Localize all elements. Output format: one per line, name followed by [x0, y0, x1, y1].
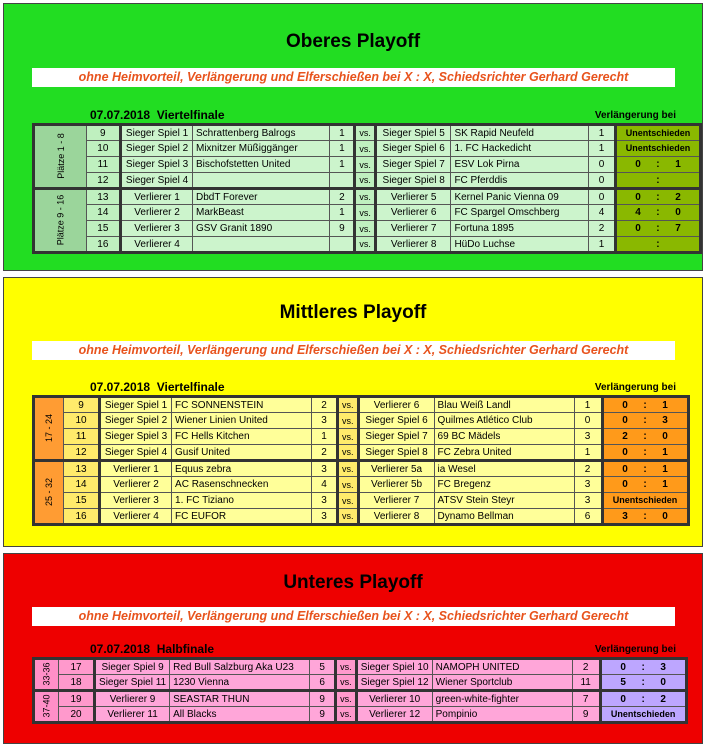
score-home: 1: [330, 157, 355, 173]
result-home: 0: [620, 693, 626, 705]
vs-label: vs.: [355, 157, 376, 173]
score-home: 1: [312, 429, 338, 445]
vs-label: vs.: [336, 675, 357, 691]
team-away: FC Pferddis: [451, 173, 589, 189]
score-home: 1: [330, 125, 355, 141]
round-date: 07.07.2018: [90, 642, 151, 656]
result-away: 0: [662, 431, 668, 442]
round-header: [90, 380, 225, 394]
match-row: [34, 141, 701, 157]
score-home: 2: [330, 189, 355, 205]
round-name: Viertelfinale: [156, 108, 225, 122]
result-sep: :: [643, 446, 647, 458]
extra-time-result: [600, 675, 686, 691]
extra-time-result: [602, 397, 688, 413]
group-text: Plätze 1 - 8: [55, 133, 66, 179]
score-away: 1: [589, 125, 616, 141]
placement-group-label: [34, 691, 59, 723]
left-slot: Sieger Spiel 1: [100, 397, 172, 413]
result-sep: :: [656, 191, 660, 203]
vs-label: vs.: [338, 461, 359, 477]
result-away: 2: [660, 693, 666, 705]
left-slot: Sieger Spiel 4: [100, 445, 172, 461]
score-away: 11: [572, 675, 600, 691]
team-home: Mixnitzer Müßiggänger: [192, 141, 329, 157]
match-table: [32, 395, 690, 526]
team-away: SK Rapid Neufeld: [451, 125, 589, 141]
result-sep: :: [641, 661, 645, 673]
score-home: 9: [330, 221, 355, 237]
round-name: Halbfinale: [156, 642, 215, 656]
match-row: [34, 675, 687, 691]
score-away: 7: [572, 691, 600, 707]
team-away: Quilmes Atlético Club: [434, 413, 574, 429]
vs-label: vs.: [355, 237, 376, 253]
left-slot: Sieger Spiel 11: [95, 675, 170, 691]
match-row: [34, 397, 689, 413]
team-home: All Blacks: [170, 707, 310, 723]
score-away: 1: [574, 445, 602, 461]
section-subtitle: ohne Heimvorteil, Verlängerung und Elferschießen bei X : X, Schiedsrichter Gerhard Gerecht: [32, 341, 675, 360]
right-slot: Sieger Spiel 8: [375, 173, 451, 189]
right-slot: Verlierer 7: [375, 221, 451, 237]
result-home: 0: [622, 399, 628, 411]
placement-group-label: [34, 397, 64, 461]
match-row: [34, 237, 701, 253]
vs-label: vs.: [338, 477, 359, 493]
score-home: 1: [330, 141, 355, 157]
result-home: 0: [635, 191, 641, 203]
right-slot: Sieger Spiel 5: [375, 125, 451, 141]
section-title: Mittleres Playoff: [279, 302, 427, 323]
match-number: 16: [86, 237, 121, 253]
group-text: 25 - 32: [44, 477, 55, 507]
match-number: 19: [59, 691, 95, 707]
left-slot: Verlierer 4: [121, 237, 193, 253]
score-away: 4: [589, 205, 616, 221]
result-home: 5: [620, 676, 626, 688]
group-text: Plätze 9 - 16: [55, 194, 66, 246]
extra-time-result: [615, 157, 700, 173]
match-number: 13: [86, 189, 121, 205]
score-away: 9: [572, 707, 600, 723]
placement-group-label: [34, 125, 87, 189]
round-date: 07.07.2018: [90, 380, 151, 394]
score-home: 1: [330, 205, 355, 221]
match-row: [34, 493, 689, 509]
vs-label: vs.: [355, 141, 376, 157]
vs-label: vs.: [336, 707, 357, 723]
match-row: [34, 707, 687, 723]
match-number: 17: [59, 659, 95, 675]
vs-label: vs.: [355, 205, 376, 221]
team-home: AC Rasenschnecken: [172, 477, 312, 493]
team-home: 1. FC Tiziano: [172, 493, 312, 509]
draw-label: Unentschieden: [612, 495, 678, 505]
match-number: 10: [86, 141, 121, 157]
match-number: 13: [64, 461, 100, 477]
right-slot: Verlierer 7: [358, 493, 434, 509]
extra-time-result: [602, 509, 688, 525]
match-row: [34, 429, 689, 445]
score-away: 2: [574, 461, 602, 477]
result-home: 3: [622, 510, 628, 522]
score-away: 2: [589, 221, 616, 237]
team-home: Bischofstetten United: [192, 157, 329, 173]
extra-time-result: [602, 493, 688, 509]
score-home: 4: [312, 477, 338, 493]
vs-label: vs.: [355, 221, 376, 237]
vs-label: vs.: [336, 691, 357, 707]
result-home: 0: [622, 479, 628, 490]
result-away: 1: [675, 159, 681, 170]
group-text: 17 - 24: [44, 413, 55, 443]
right-slot: Sieger Spiel 7: [375, 157, 451, 173]
left-slot: Sieger Spiel 4: [121, 173, 193, 189]
right-slot: Sieger Spiel 8: [358, 445, 434, 461]
extra-time-result: [602, 477, 688, 493]
result-away: 7: [675, 223, 681, 234]
right-slot: Verlierer 6: [375, 205, 451, 221]
match-row: [34, 189, 701, 205]
team-home: [192, 173, 329, 189]
team-home: 1230 Vienna: [170, 675, 310, 691]
round-header: [90, 642, 214, 656]
left-slot: Verlierer 11: [95, 707, 170, 723]
team-home: FC EUFOR: [172, 509, 312, 525]
placement-group-label: [34, 461, 64, 525]
match-row: [34, 205, 701, 221]
result-sep: :: [656, 207, 660, 218]
match-row: [34, 157, 701, 173]
team-away: FC Spargel Omschberg: [451, 205, 589, 221]
score-home: 3: [312, 461, 338, 477]
score-away: 6: [574, 509, 602, 525]
result-home: 0: [620, 661, 626, 673]
result-away: 2: [675, 191, 681, 203]
result-away: 3: [662, 415, 668, 426]
result-sep: :: [643, 479, 647, 490]
score-away: 3: [574, 429, 602, 445]
score-home: 2: [312, 445, 338, 461]
match-row: [34, 125, 701, 141]
score-away: 0: [589, 173, 616, 189]
score-home: 9: [310, 691, 336, 707]
match-number: 11: [64, 429, 100, 445]
left-slot: Verlierer 4: [100, 509, 172, 525]
score-home: 9: [310, 707, 336, 723]
left-slot: Sieger Spiel 2: [121, 141, 193, 157]
match-number: 12: [86, 173, 121, 189]
placement-group-label: [34, 659, 59, 691]
vs-label: vs.: [338, 509, 359, 525]
vs-label: vs.: [355, 173, 376, 189]
result-sep: :: [656, 223, 660, 234]
match-number: 14: [64, 477, 100, 493]
score-home: 3: [312, 509, 338, 525]
team-away: ATSV Stein Steyr: [434, 493, 574, 509]
team-home: Red Bull Salzburg Aka U23: [170, 659, 310, 675]
score-home: 6: [310, 675, 336, 691]
result-sep: :: [656, 159, 660, 170]
team-home: FC Hells Kitchen: [172, 429, 312, 445]
left-slot: Verlierer 1: [121, 189, 193, 205]
score-home: 2: [312, 397, 338, 413]
group-text: 33-36: [41, 662, 52, 686]
team-home: FC SONNENSTEIN: [172, 397, 312, 413]
result-home: 4: [635, 207, 641, 218]
extra-time-result: [615, 205, 700, 221]
match-row: [34, 477, 689, 493]
result-sep: :: [641, 693, 645, 705]
extra-time-result: [615, 189, 700, 205]
extra-time-result: [615, 221, 700, 237]
round-date: 07.07.2018: [90, 108, 151, 122]
extra-time-header: Verlängerung bei: [594, 382, 676, 393]
left-slot: Sieger Spiel 3: [121, 157, 193, 173]
section-title: Unteres Playoff: [283, 572, 423, 593]
team-away: NAMOPH UNITED: [432, 659, 572, 675]
left-slot: Verlierer 9: [95, 691, 170, 707]
score-away: 0: [589, 189, 616, 205]
right-slot: Sieger Spiel 6: [358, 413, 434, 429]
extra-time-result: [615, 237, 700, 253]
team-home: Equus zebra: [172, 461, 312, 477]
score-home: 5: [310, 659, 336, 675]
match-table: [32, 657, 688, 724]
match-row: [34, 413, 689, 429]
match-row: [34, 659, 687, 675]
extra-time-result: [615, 173, 700, 189]
result-sep: :: [643, 463, 647, 475]
team-away: Kernel Panic Vienna 09: [451, 189, 589, 205]
team-home: Wiener Linien United: [172, 413, 312, 429]
left-slot: Verlierer 1: [100, 461, 172, 477]
extra-time-result: [600, 691, 686, 707]
score-home: 3: [312, 413, 338, 429]
vs-label: vs.: [338, 413, 359, 429]
group-text: 37-40: [41, 694, 52, 718]
extra-time-result: [600, 707, 686, 723]
result-away: 1: [662, 399, 668, 411]
section-oberes-playoff: [3, 3, 703, 271]
result-sep: :: [643, 431, 647, 442]
team-away: Wiener Sportclub: [432, 675, 572, 691]
score-home: 3: [312, 493, 338, 509]
team-away: ia Wesel: [434, 461, 574, 477]
team-home: GSV Granit 1890: [192, 221, 329, 237]
left-slot: Verlierer 3: [121, 221, 193, 237]
result-home: 2: [622, 431, 628, 442]
section-title: Oberes Playoff: [285, 31, 421, 52]
result-sep: :: [656, 238, 660, 250]
draw-label: Unentschieden: [625, 143, 691, 153]
result-sep: :: [643, 510, 647, 522]
vs-label: vs.: [355, 189, 376, 205]
extra-time-header: Verlängerung bei: [594, 110, 676, 121]
match-row: [34, 221, 701, 237]
extra-time-result: [602, 461, 688, 477]
result-away: 3: [660, 661, 666, 673]
match-number: 9: [86, 125, 121, 141]
left-slot: Sieger Spiel 9: [95, 659, 170, 675]
team-away: 69 BC Mädels: [434, 429, 574, 445]
score-away: 2: [572, 659, 600, 675]
extra-time-result: [615, 125, 700, 141]
extra-time-result: [600, 659, 686, 675]
score-away: 3: [574, 477, 602, 493]
left-slot: Verlierer 2: [100, 477, 172, 493]
team-away: green-white-fighter: [432, 691, 572, 707]
extra-time-result: [602, 429, 688, 445]
team-away: FC Bregenz: [434, 477, 574, 493]
match-number: 15: [86, 221, 121, 237]
team-home: DbdT Forever: [192, 189, 329, 205]
right-slot: Verlierer 8: [358, 509, 434, 525]
match-number: 16: [64, 509, 100, 525]
match-number: 12: [64, 445, 100, 461]
result-home: 0: [622, 463, 628, 475]
result-sep: :: [656, 174, 660, 186]
left-slot: Sieger Spiel 2: [100, 413, 172, 429]
right-slot: Verlierer 6: [358, 397, 434, 413]
left-slot: Sieger Spiel 1: [121, 125, 193, 141]
draw-label: Unentschieden: [625, 127, 691, 138]
score-away: 1: [589, 237, 616, 253]
team-away: ESV Lok Pirna: [451, 157, 589, 173]
team-away: FC Zebra United: [434, 445, 574, 461]
extra-time-result: [615, 141, 700, 157]
placement-group-label: [34, 189, 87, 253]
match-row: [34, 173, 701, 189]
match-row: [34, 509, 689, 525]
team-away: HüDo Luchse: [451, 237, 589, 253]
match-number: 15: [64, 493, 100, 509]
section-unteres-playoff: [3, 553, 703, 744]
score-away: 1: [574, 397, 602, 413]
score-away: 0: [589, 157, 616, 173]
result-sep: :: [643, 399, 647, 411]
vs-label: vs.: [338, 445, 359, 461]
score-away: 1: [589, 141, 616, 157]
round-name: Viertelfinale: [156, 380, 225, 394]
left-slot: Verlierer 2: [121, 205, 193, 221]
team-away: 1. FC Hackedicht: [451, 141, 589, 157]
team-away: Fortuna 1895: [451, 221, 589, 237]
score-away: 3: [574, 493, 602, 509]
right-slot: Sieger Spiel 7: [358, 429, 434, 445]
team-home: Schrattenberg Balrogs: [192, 125, 329, 141]
result-away: 0: [675, 207, 681, 218]
team-away: Pompinio: [432, 707, 572, 723]
match-number: 10: [64, 413, 100, 429]
match-number: 20: [59, 707, 95, 723]
right-slot: Verlierer 10: [356, 691, 432, 707]
result-home: 0: [635, 159, 641, 170]
result-home: 0: [622, 415, 628, 426]
result-sep: :: [643, 415, 647, 426]
team-home: Gusif United: [172, 445, 312, 461]
vs-label: vs.: [355, 125, 376, 141]
vs-label: vs.: [338, 429, 359, 445]
left-slot: Verlierer 3: [100, 493, 172, 509]
team-away: Blau Weiß Landl: [434, 397, 574, 413]
score-away: 0: [574, 413, 602, 429]
draw-label: Unentschieden: [610, 708, 676, 719]
match-number: 9: [64, 397, 100, 413]
result-home: 0: [635, 223, 641, 234]
round-header: [90, 108, 225, 122]
right-slot: Verlierer 5a: [358, 461, 434, 477]
score-home: [330, 173, 355, 189]
team-away: Dynamo Bellman: [434, 509, 574, 525]
result-sep: :: [641, 676, 645, 688]
result-away: 1: [662, 463, 668, 475]
match-number: 11: [86, 157, 121, 173]
extra-time-result: [602, 413, 688, 429]
result-away: 0: [662, 510, 668, 522]
result-away: 1: [662, 479, 668, 490]
right-slot: Verlierer 5b: [358, 477, 434, 493]
right-slot: Sieger Spiel 6: [375, 141, 451, 157]
right-slot: Verlierer 12: [356, 707, 432, 723]
team-home: SEASTAR THUN: [170, 691, 310, 707]
vs-label: vs.: [338, 397, 359, 413]
result-away: 0: [660, 676, 666, 688]
section-subtitle: ohne Heimvorteil, Verlängerung und Elferschießen bei X : X, Schiedsrichter Gerhard Gerecht: [32, 68, 675, 87]
match-number: 18: [59, 675, 95, 691]
right-slot: Sieger Spiel 10: [356, 659, 432, 675]
right-slot: Verlierer 5: [375, 189, 451, 205]
extra-time-result: [602, 445, 688, 461]
match-row: [34, 461, 689, 477]
vs-label: vs.: [336, 659, 357, 675]
team-home: [192, 237, 329, 253]
result-away: 1: [662, 446, 668, 458]
match-number: 14: [86, 205, 121, 221]
result-home: 0: [622, 446, 628, 458]
right-slot: Sieger Spiel 12: [356, 675, 432, 691]
match-row: [34, 691, 687, 707]
extra-time-header: Verlängerung bei: [594, 644, 676, 655]
team-home: MarkBeast: [192, 205, 329, 221]
match-table: [32, 123, 702, 254]
section-subtitle: ohne Heimvorteil, Verlängerung und Elferschießen bei X : X, Schiedsrichter Gerhard Gerecht: [32, 607, 675, 626]
vs-label: vs.: [338, 493, 359, 509]
left-slot: Sieger Spiel 3: [100, 429, 172, 445]
section-mittleres-playoff: [3, 277, 703, 547]
right-slot: Verlierer 8: [375, 237, 451, 253]
score-home: [330, 237, 355, 253]
match-row: [34, 445, 689, 461]
